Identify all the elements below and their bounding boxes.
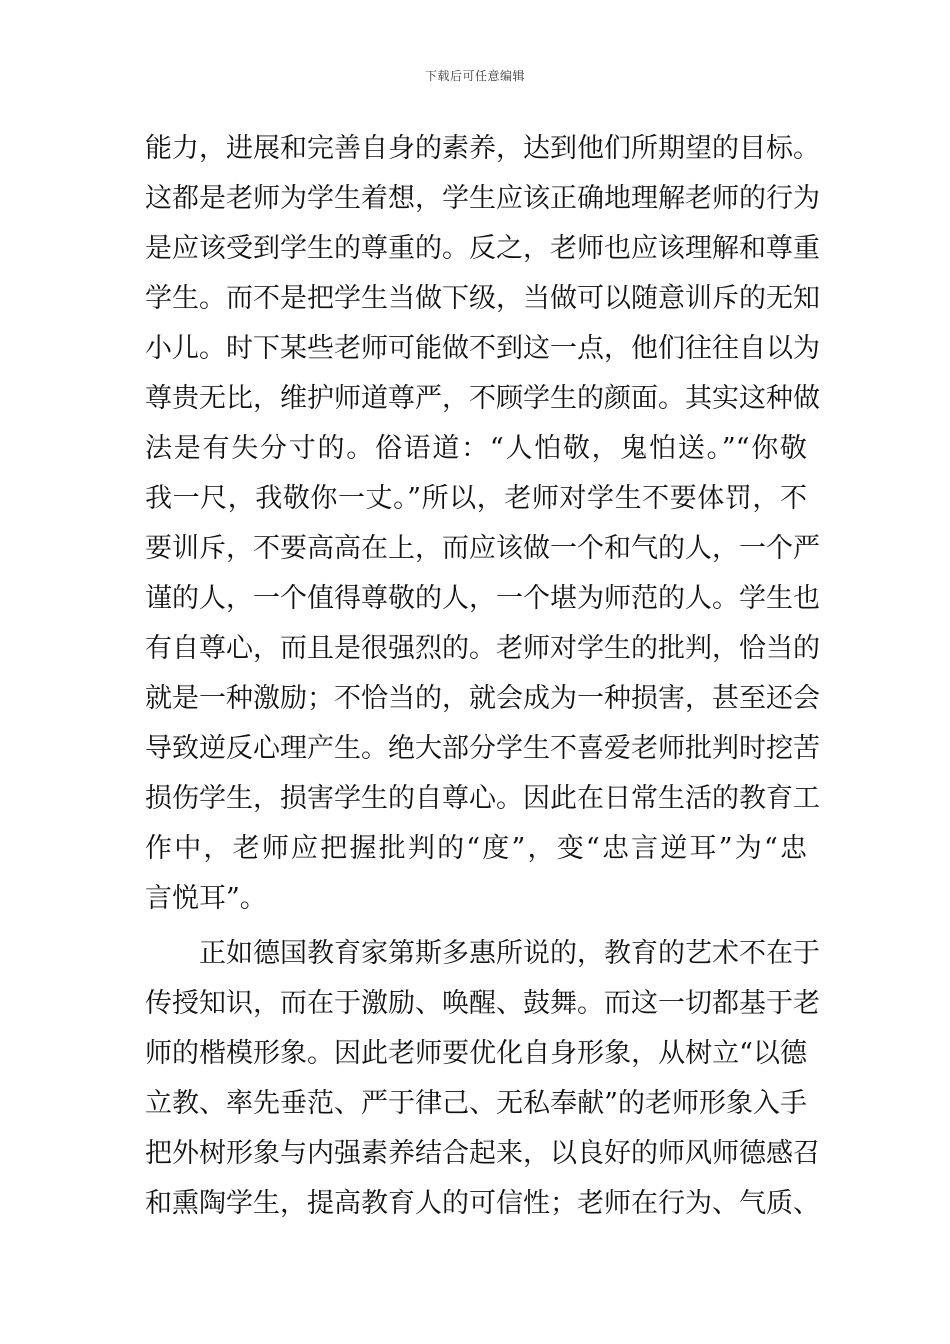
text-line: 学生。而不是把学生当做下级，当做可以随意训斥的无知 [145, 283, 820, 314]
text-line: 把外树形象与内强素养结合起来，以良好的师风师德感召 [145, 1138, 820, 1169]
text-line: 是应该受到学生的尊重的。反之，老师也应该理解和尊重 [145, 233, 820, 264]
text-line: 作中，老师应把握批判的“度”，变“忠言逆耳”为“忠 [145, 833, 807, 864]
text-line: 正如德国教育家第斯多惠所说的，教育的艺术不在于 [199, 938, 820, 969]
text-line: 法是有失分寸的。俗语道：“人怕敬，鬼怕送。”“你敬 [145, 433, 807, 464]
text-line: 传授知识，而在于激励、唤醒、鼓舞。而这一切都基于老 [145, 988, 820, 1019]
text-line: 言悦耳”。 [145, 883, 267, 914]
body-text [145, 124, 820, 1229]
text-line: 和熏陶学生，提高教育人的可信性；老师在行为、气质、 [145, 1188, 820, 1219]
text-line: 我一尺，我敬你一丈。”所以，老师对学生不要体罚，不 [145, 483, 807, 514]
text-line: 立教、率先垂范、严于律己、无私奉献”的老师形象入手 [145, 1088, 807, 1119]
text-line: 小儿。时下某些老师可能做不到这一点，他们往往自以为 [145, 333, 820, 364]
paragraph-1 [145, 124, 820, 924]
text-line: 谨的人，一个值得尊敬的人，一个堪为师范的人。学生也 [145, 583, 820, 614]
text-line: 有自尊心，而且是很强烈的。老师对学生的批判，恰当的 [145, 633, 820, 664]
text-line: 师的楷模形象。因此老师要优化自身形象，从树立“以德 [145, 1038, 807, 1069]
text-line: 导致逆反心理产生。绝大部分学生不喜爱老师批判时挖苦 [145, 733, 820, 764]
text-line: 这都是老师为学生着想，学生应该正确地理解老师的行为 [145, 183, 820, 214]
text-line: 尊贵无比，维护师道尊严，不顾学生的颜面。其实这种做 [145, 383, 820, 414]
paragraph-2 [145, 929, 820, 1229]
text-line: 要训斥，不要高高在上，而应该做一个和气的人，一个严 [145, 533, 820, 564]
header-note: 下载后可任意编辑 [424, 69, 525, 83]
text-line: 就是一种激励；不恰当的，就会成为一种损害，甚至还会 [145, 683, 820, 714]
text-line: 能力，进展和完善自身的素养，达到他们所期望的目标。 [145, 133, 820, 164]
text-line: 损伤学生，损害学生的自尊心。因此在日常生活的教育工 [145, 783, 820, 814]
